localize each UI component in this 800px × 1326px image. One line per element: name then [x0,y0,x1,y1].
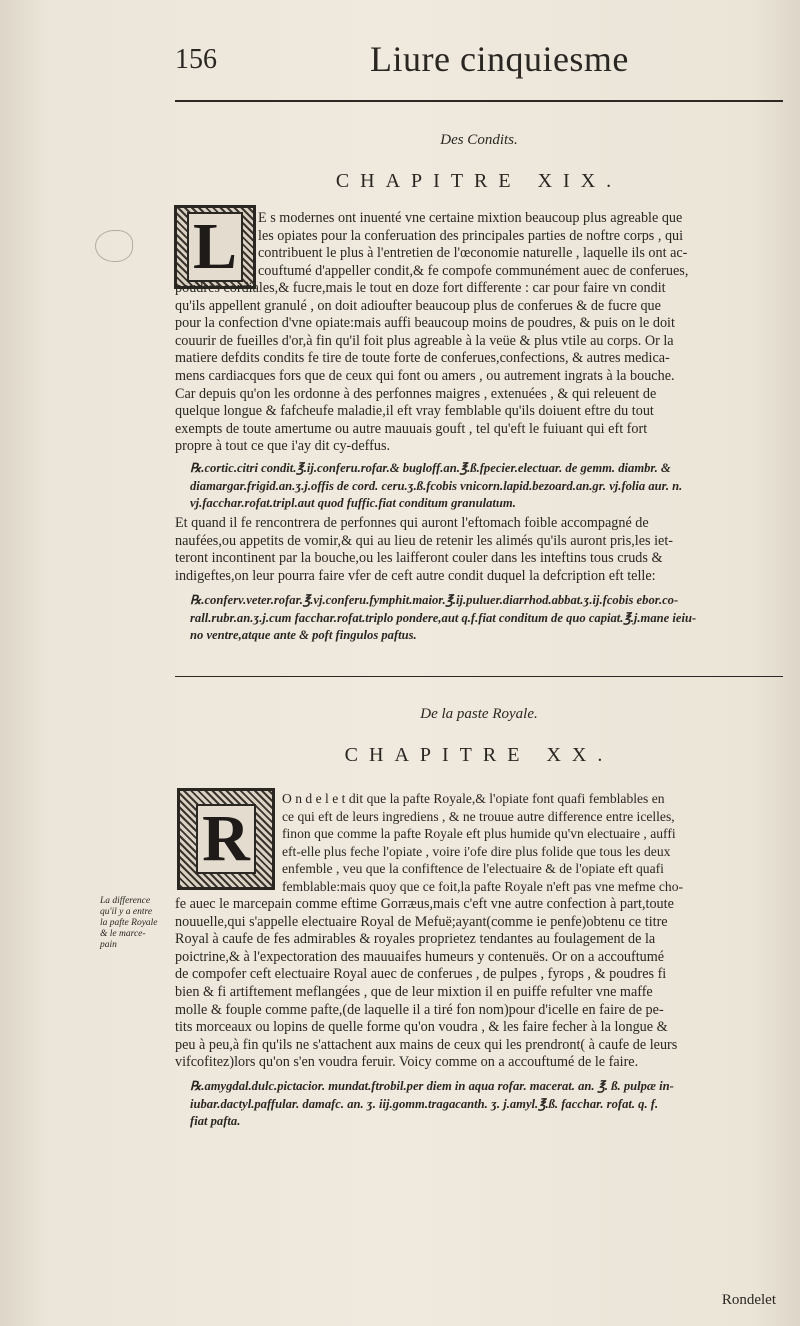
recipe-line: iubar.dactyl.paffular. damafc. an. ʒ. iij.gomm.tragacanth. ʒ. j.amyl.℥.ß. facchar. rofat. q. f. [190,1096,659,1111]
pencil-mark-icon [95,230,133,262]
text-line: quelque longue & fafcheufe maladie,il eft vray femblable qu'ils doiuent eftre du tout [175,403,654,420]
text-line: les opiates pour la conferuation des principales parties de noftre corps , qui [258,227,684,244]
margin-note-line: La difference [100,896,151,906]
text-line: propre à tout ce que i'ay dit cy-deffus. [175,438,391,455]
text-line: couurir de fueilles d'or,à fin qu'il foit plus agreable à la veüe & plus vtile au corps. Or la [175,332,674,349]
decorated-initial [177,788,275,890]
margin-note-line: & le marce- [100,929,146,939]
recipe-line: no ventre,atque ante & poft fingulos paftus. [190,628,417,643]
margin-note-line: pain [100,940,117,950]
text-line: ce qui eft de leurs ingrediens , & ne trouue autre difference entre icelles, [282,808,675,824]
text-line: contribuent le plus à l'entretien de l'œconomie naturelle , laquelle ils ont ac- [258,245,688,262]
recipe-line: rall.rubr.an.ʒ.j.cum facchar.rofat.triplo pondere,aut q.f.fiat conditum de quo capiat.℥.j.mane ieiu- [190,610,697,625]
chapter-xx-opening [282,790,785,896]
recipe-line: ℞.cortic.citri condit.℥.ij.conferu.rofar.& bugloff.an.℥.ß.fpecier.electuar. de gemm. diambr. & [190,461,671,475]
chapter-xix-body-2 [175,515,785,585]
decorated-initial [174,205,256,289]
text-line: eft-elle plus feche l'opiate , voire i'ofe dire plus folide que tous les deux [282,843,671,859]
text-line: naufées,ou appetits de vomir,& qui au lieu de retenir les alimés qu'ils auront pris,les iet- [175,532,674,549]
chapter-xix-body [175,280,785,456]
section-title: Des Condits. [440,132,518,148]
text-line: Et quand il fe rencontrera de perfonnes qui auront l'eftomach foible accompagné de [175,515,649,531]
recipe-line: diamargar.frigid.an.ʒ.j.offis de cord. ceru.ʒ.ß.fcobis vnicorn.lapid.bezoard.an.gr. vj.folia aur. n. [190,478,683,493]
chapter-heading: CHAPITRE XX. [344,744,614,766]
text-line: mens cardiacques fors que de ceux qui font ou amers , ou autrement ingrats à la bouche. [175,367,675,384]
margin-note-line: qu'il y a entre [100,907,153,917]
running-title: Liure cinquiesme [370,39,629,79]
section-divider [175,676,783,677]
recipe-line: ℞.amygdal.dulc.pictacior. mundat.ftrobil.per diem in aqua rofar. macerat. an. ℥. ß. pulpæ in- [190,1079,674,1093]
text-line: teront incontinent par la bouche,ou les laifferont couler dans les inteftins tous cruds & [175,550,663,567]
recipe-line: ℞.conferv.veter.rofar.℥.vj.conferu.fymphit.maior.℥.ij.puluer.diarrhod.abbat.ʒ.ij.fcobis ebor.co- [190,593,679,607]
page-header [175,38,785,78]
text-line: peu à peu,à fin qu'ils ne s'attachent aux mains de ceux qui les prendront( à caufe de leurs [175,1036,678,1053]
text-line: pour la confection d'vne opiate:mais auffi beaucoup moins de poudres, & puis on le doit [175,315,675,332]
text-line: fe auec le marcepain comme eftime Gorræus,mais c'eft vne autre confection à part,toute [175,896,674,912]
initial-letter: L [187,212,243,282]
recipe-line: fiat pafta. [190,1114,241,1129]
text-line: E s modernes ont inuenté vne certaine mixtion beaucoup plus agreable que [258,210,683,226]
text-line: de compofer ceft electuaire Royal auec de conferues , de pulpes , fyrops , & poudres fi [175,966,667,983]
chapter-xx-body [175,896,785,1072]
text-line: enfemble , veu que la confiftence de l'electuaire & de l'opiate eft quafi [282,861,664,877]
text-line: femblable:mais quoy que ce foit,la pafte Royale n'eft pas vne mefme cho- [282,878,684,894]
text-line: couftumé d'appeller condit,& fe compofe communément auec de conferues, [258,262,689,279]
text-line: finon que comme la pafte Royale eft plus humide qu'vn electuaire , auffi [282,826,676,842]
text-line: tits morceaux ou lopins de quelle forme qu'on voudra , & les faire fecher à la longue & [175,1019,668,1036]
text-line: poictrine,& à l'expectoration des mauuaifes humeurs y contenuës. Or on a accouftumé [175,948,665,965]
text-line: poudres cordiales,& fucre,mais le tout en doze fort differente : car pour faire vn condit [175,280,666,296]
text-line: qu'ils appellent granulé , on doit adioufter beaucoup plus de conferues & de fucre que [175,297,661,314]
text-line: Car depuis qu'on les ordonne à des perfonnes maigres , extenuées , & qui releuent de [175,385,657,402]
margin-note-line: la pafte Royale [100,918,158,928]
text-line: indigeftes,on leur pourra faire vfer de ceft autre condit duquel la defcription eft telle: [175,567,656,584]
section-title: De la paste Royale. [420,706,538,722]
initial-letter: R [196,804,256,874]
recipe-prescription [190,1078,785,1131]
page-number: 156 [175,44,217,75]
recipe-prescription [190,460,785,513]
text-line: exempts de toute amertume ou autre mauuais gouft , tel qu'eft le fuiuant qui eft fort [175,420,648,437]
text-line: bien & fi artiftement meflangées , que de leur mixtion il en puiffe refulter vne maffe [175,983,653,1000]
text-line: nouuelle,qui s'appelle electuaire Royal de Mefuë;ayant(comme ie penfe)obtenu ce titre [175,913,668,930]
text-line: O n d e l e t dit que la pafte Royale,& l'opiate font quafi femblables en [282,791,665,806]
text-line: matiere defdits condits fe tire de toute forte de conferues,confections, & autres medica- [175,350,670,367]
text-line: vifcofitez)lors qu'on s'en voudra feruir. Voicy comme on a accouftumé de le faire. [175,1054,639,1071]
chapter-xix-opening [258,210,784,280]
text-line: Royal à caufe de fes admirables & royales proprietez tendantes au foulagement de la [175,931,656,948]
chapter-heading: CHAPITRE XIX. [335,170,623,192]
catchword: Rondelet [721,1292,776,1308]
header-rule [175,100,783,102]
text-line: molle & fouple comme pafte,(de laquelle il a tiré fon nom)pour d'icelle en faire de pe- [175,1001,664,1018]
margin-note [100,896,174,951]
recipe-line: vj.facchar.rofat.tripl.aut quod fuffic.fiat conditum granulatum. [190,496,516,511]
recipe-prescription [190,592,785,645]
